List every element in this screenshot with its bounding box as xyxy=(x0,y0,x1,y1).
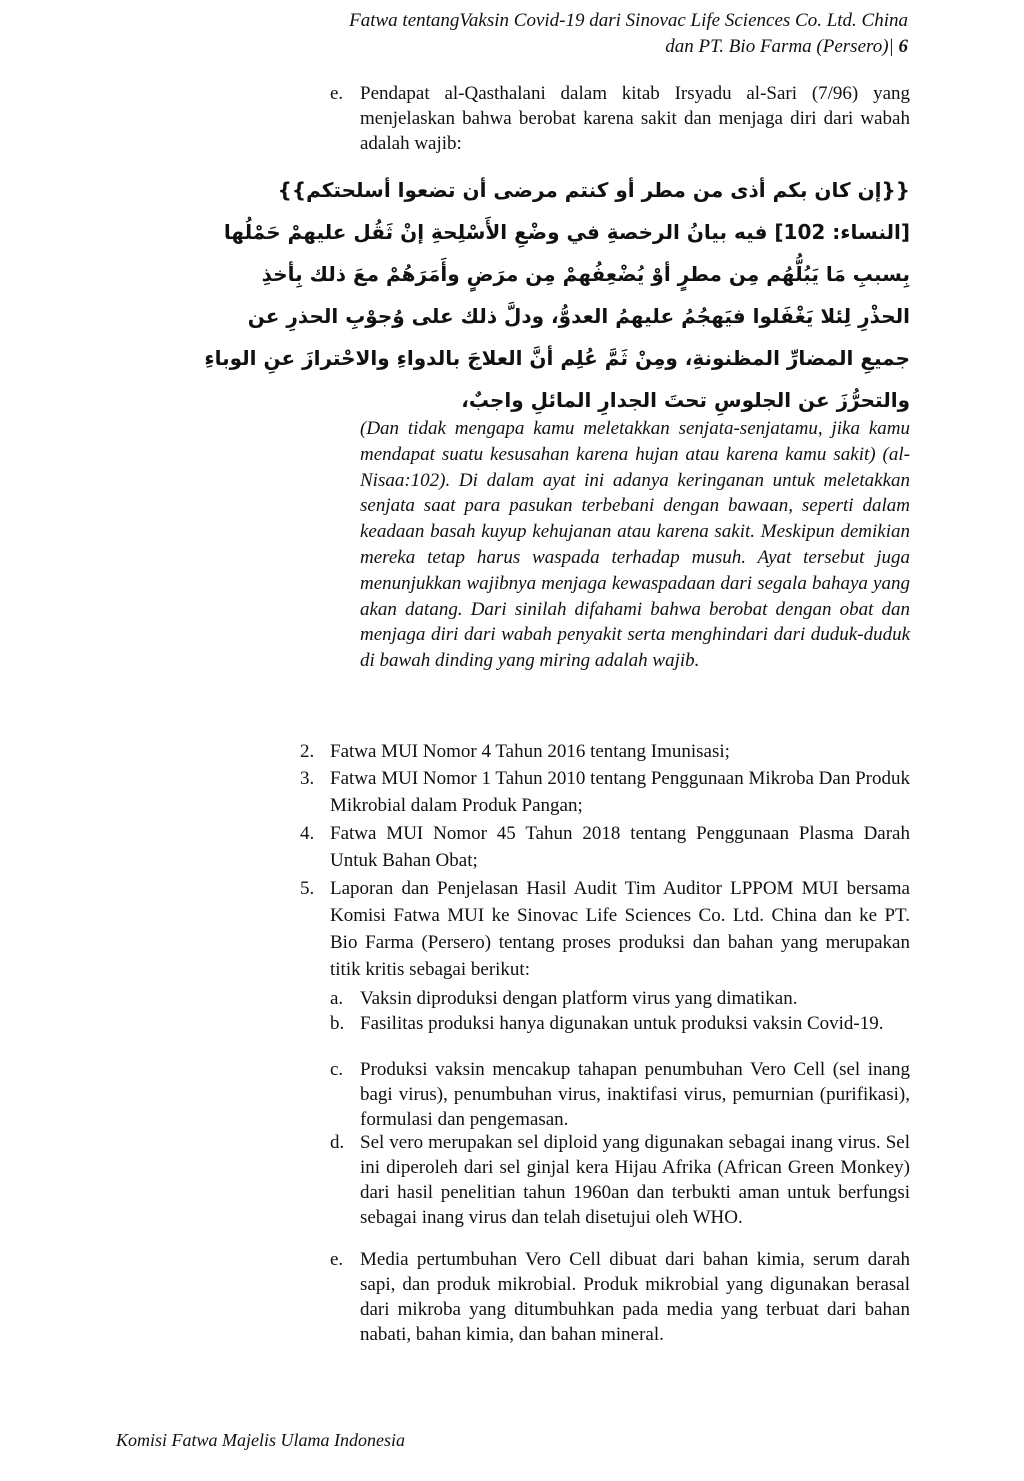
page-footer: Komisi Fatwa Majelis Ulama Indonesia xyxy=(116,1430,405,1450)
arabic-quote xyxy=(204,169,910,421)
sub-item-text: Fasilitas produksi hanya digunakan untuk produksi vaksin Covid-19. xyxy=(360,1013,884,1034)
numbered-item-marker: 3. xyxy=(300,768,315,789)
numbered-item-2 xyxy=(300,738,910,765)
arabic-line: [النساء: 102] فيه بيانُ الرخصةِ في وضْعِ الأَسْلِحةِ إنْ ثَقُل عليهمْ حَمْلُها xyxy=(223,220,910,244)
arabic-line: والتحرُّزَ عن الجلوسِ تحتَ الجدارِ المائلِ واجبٌ، xyxy=(461,388,910,412)
quote-translation: (Dan tidak mengapa kamu meletakkan senjata-senjatamu, jika kamu mendapat suatu kesusahan karena hujan atau karena kamu sakit) (al-Nisaa:102). Di dalam ayat ini adanya keringanan untuk meletakkan senjata saat para pasukan terbebani dengan bawaan, seperti dalam keadaan basah kuyup kehujanan atau karena sakit. Meskipun demikian mereka tetap harus waspada terhadap musuh. Ayat tersebut juga menunjukkan wajibnya menjaga kewaspadaan dari segala bahaya yang akan datang. Dari sinilah difahami bahwa berobat dengan obat dan menjaga diri dari wabah penyakit serta menghindari dari duduk-duduk di bawah dinding yang miring adalah wajib. xyxy=(360,418,910,672)
sub-item-marker: d. xyxy=(330,1132,345,1153)
sub-item-text: Produksi vaksin mencakup tahapan penumbuhan Vero Cell (sel inang bagi virus), penumbuhan virus, inaktifasi virus, pemurnian (purifikasi), formulasi dan pengemasan. xyxy=(360,1059,910,1130)
sub-item-marker: b. xyxy=(330,1013,345,1034)
numbered-item-text: Laporan dan Penjelasan Hasil Audit Tim Auditor LPPOM MUI bersama Komisi Fatwa MUI ke Sinovac Life Sciences Co. Ltd. China dan ke PT. Bio Farma (Persero) tentang proses produksi dan bahan yang merupakan titik kritis sebagai berikut: xyxy=(330,878,910,980)
sub-item-e-media xyxy=(330,1247,910,1347)
arabic-line: بِسببِ مَا يَبُلُّهُم مِن مطرٍ أوْ يُضْعِفُهمْ مِن مرَضٍ وأَمَرَهُمْ معَ ذلك بِأخذِ xyxy=(261,262,910,286)
sub-item-text: Vaksin diproduksi dengan platform virus yang dimatikan. xyxy=(360,988,798,1009)
numbered-item-marker: 5. xyxy=(300,878,315,899)
numbered-item-text: Fatwa MUI Nomor 1 Tahun 2010 tentang Penggunaan Mikroba Dan Produk Mikrobial dalam Produk Pangan; xyxy=(330,768,910,816)
page-number: 6 xyxy=(898,36,908,57)
sub-item-c xyxy=(330,1057,910,1132)
numbered-item-text: Fatwa MUI Nomor 45 Tahun 2018 tentang Penggunaan Plasma Darah Untuk Bahan Obat; xyxy=(330,823,910,871)
arabic-line: الحذْرِ لِئلا يَغْفَلوا فيَهجُمُ عليهمُ العدوُّ، ودلَّ ذلك على وُجوْبِ الحذرِ عن xyxy=(247,304,910,328)
arabic-line: جميعِ المضارِّ المظنونةِ، ومِنْ ثَمَّ عُلِم أنَّ العلاجَ بالدواءِ والاحْترازَ عنِ الوباءِ xyxy=(204,346,910,370)
header-title-line2-text: dan PT. Bio Farma (Persero)| xyxy=(665,36,894,57)
sub-item-marker: c. xyxy=(330,1059,344,1080)
sub-item-marker: e. xyxy=(330,83,344,104)
header-title-line1: Fatwa tentangVaksin Covid-19 dari Sinovac Life Sciences Co. Ltd. China xyxy=(349,10,908,31)
sub-item-text: Media pertumbuhan Vero Cell dibuat dari bahan kimia, serum darah sapi, dan produk mikrobial. Produk mikrobial yang digunakan berasal dari mikroba yang ditumbuhkan pada media yang terbuat dari bahan nabati, bahan kimia, dan bahan mineral. xyxy=(360,1249,910,1345)
numbered-item-text: Fatwa MUI Nomor 4 Tahun 2016 tentang Imunisasi; xyxy=(330,741,730,762)
arabic-line: {{إن كان بكم أذى من مطر أو كنتم مرضى أن تضعوا أسلحتكم}} xyxy=(277,178,910,202)
header-title-line2 xyxy=(349,34,908,60)
page-header xyxy=(349,8,908,60)
numbered-item-5 xyxy=(300,875,910,983)
numbered-item-marker: 2. xyxy=(300,741,315,762)
numbered-item-4 xyxy=(300,820,910,874)
numbered-item-marker: 4. xyxy=(300,823,315,844)
sub-item-text: Pendapat al-Qasthalani dalam kitab Irsyadu al-Sari (7/96) yang menjelaskan bahwa berobat karena sakit dan menjaga diri dari wabah adalah wajib: xyxy=(360,83,910,154)
sub-item-marker: a. xyxy=(330,988,344,1009)
sub-item-a xyxy=(330,986,910,1011)
sub-item-b xyxy=(330,1011,910,1036)
sub-item-e-quote xyxy=(330,81,910,156)
sub-item-marker: e. xyxy=(330,1249,344,1270)
sub-item-d xyxy=(330,1130,910,1230)
sub-item-text: Sel vero merupakan sel diploid yang digunakan sebagai inang virus. Sel ini diperoleh dari sel ginjal kera Hijau Afrika (African Green Monkey) dari hasil penelitian tahun 1960an dan terbukti aman untuk berfungsi sebagai inang virus dan telah disetujui oleh WHO. xyxy=(360,1132,910,1228)
numbered-item-3 xyxy=(300,765,910,819)
